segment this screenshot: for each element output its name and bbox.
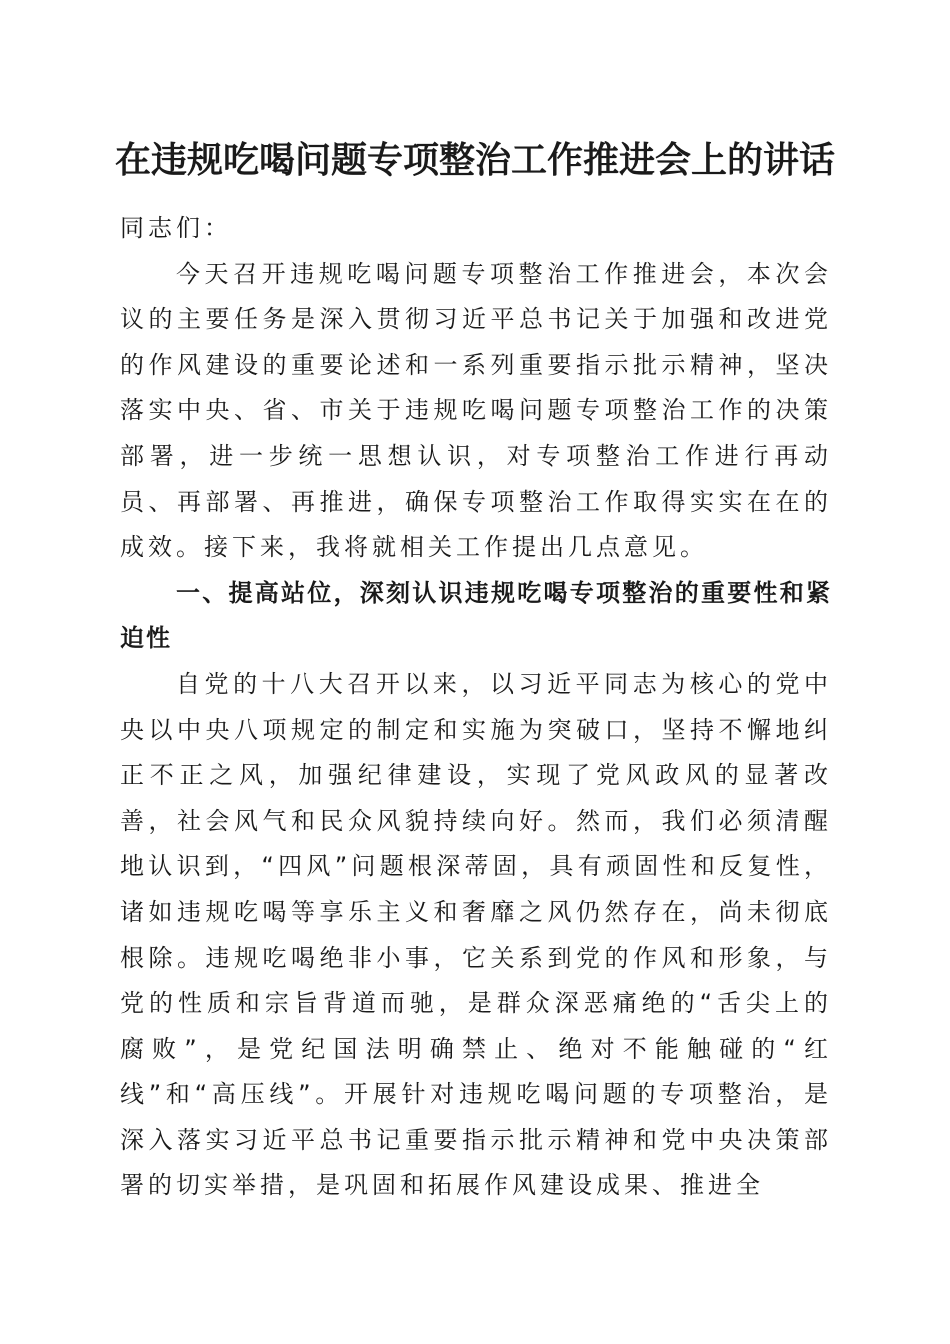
document-title: 在违规吃喝问题专项整治工作推进会上的讲话 [114, 139, 835, 181]
section-paragraph: 自党的十八大召开以来，以习近平同志为核心的党中央以中央八项规定的制定和实施为突破口，坚持不懈地纠正不正之风，加强纪律建设，实现了党风政风的显著改善，社会风气和民众风貌持续向好。然而，我们必须清醒地认识到，“四风”问题根深蒂固，具有顽固性和反复性，诸如违规吃喝等享乐主义和奢靡之风仍然存在，尚未彻底根除。违规吃喝绝非小事，它关系到党的作风和形象，与党的性质和宗旨背道而驰，是群众深恶痛绝的“舌尖上的腐败”，是党纪国法明确禁止、绝对不能触碰的“红线”和“高压线”。开展针对违规吃喝问题的专项整治，是深入落实习近平总书记重要指示批示精神和党中央决策部署的切实举措，是巩固和拓展作风建设成果、推进全 [120, 669, 832, 1200]
salutation: 同志们： [120, 214, 232, 242]
section-heading: 一、提高站位，深刻认识违规吃喝专项整治的重要性和紧迫性 [120, 578, 832, 653]
intro-paragraph: 今天召开违规吃喝问题专项整治工作推进会，本次会议的主要任务是深入贯彻习近平总书记关于加强和改进党的作风建设的重要论述和一系列重要指示批示精神，坚决落实中央、省、市关于违规吃喝问题专项整治工作的决策部署，进一步统一思想认识，对专项整治工作进行再动员、再部署、再推进，确保专项整治工作取得实实在在的成效。接下来，我将就相关工作提出几点意见。 [120, 259, 832, 562]
document-body [120, 206, 832, 1209]
